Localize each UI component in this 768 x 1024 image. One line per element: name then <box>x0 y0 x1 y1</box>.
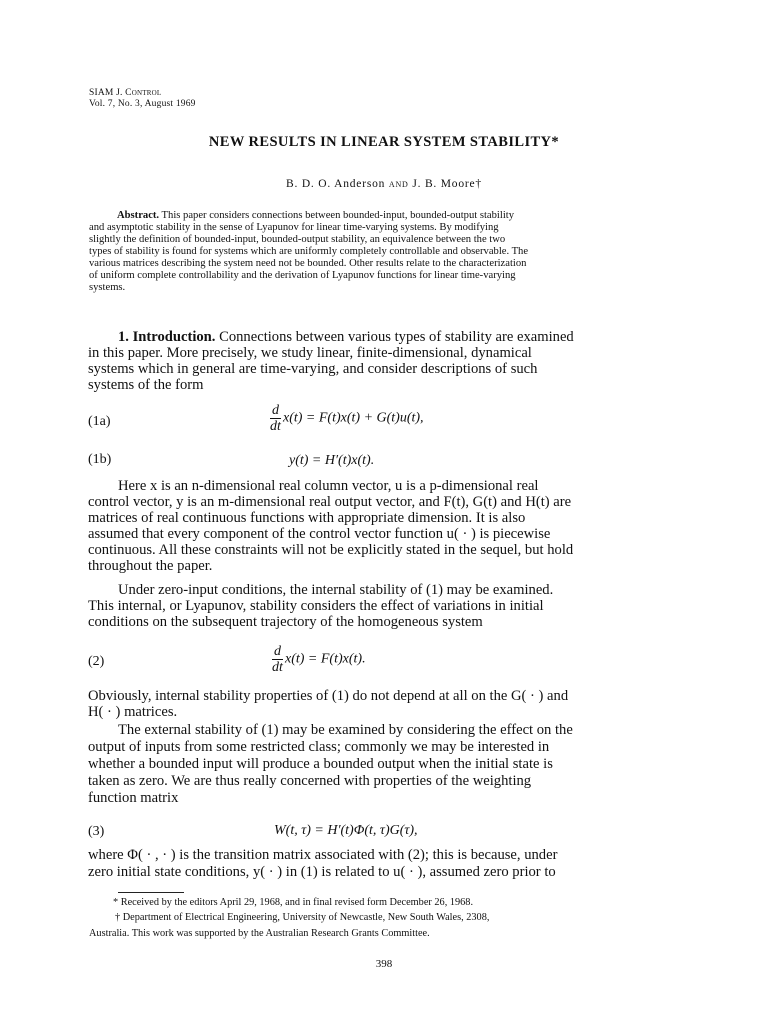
equation-1a-label: (1a) <box>88 414 111 429</box>
footnote-affiliation: † Department of Electrical Engineering, University of Newcastle, New South Wales, 2308, <box>115 912 490 923</box>
para5-line-4: taken as zero. We are thus really concerned with properties of the weighting <box>88 773 532 789</box>
fraction-numerator: d <box>272 403 279 418</box>
equation-1b: y(t) = H′(t)x(t). <box>289 453 375 468</box>
authors-conjunction: and <box>388 178 409 190</box>
para3-line-1: Under zero-input conditions, the internal stability of (1) may be examined. <box>118 582 554 598</box>
abstract-label: Abstract. <box>117 210 160 221</box>
para5-line-2: output of inputs from some restricted class; commonly we may be interested in <box>88 739 550 755</box>
abstract-line-3: slightly the definition of bounded-input, bounded-output stability, an equivalence between the two <box>89 234 506 245</box>
author-2: J. B. Moore† <box>412 178 482 190</box>
intro-line-1 <box>118 330 574 346</box>
footnote-received: * Received by the editors April 29, 1968, and in final revised form December 26, 1968. <box>113 897 474 908</box>
para5-line-3: whether a bounded input will produce a bounded output when the initial state is <box>88 756 553 772</box>
intro-line-3: systems which in general are time-varying, and consider descriptions of such <box>88 361 538 377</box>
equation-1a-rhs: x(t) = F(t)x(t) + G(t)u(t), <box>283 410 424 426</box>
para5-line-5: function matrix <box>88 790 179 806</box>
footnote-support: Australia. This work was supported by the Australian Research Grants Committee. <box>89 928 430 939</box>
paper-authors <box>0 178 768 190</box>
journal-volume: Vol. 7, No. 3, August 1969 <box>89 99 196 109</box>
footnote-rule <box>118 892 184 893</box>
para2-line-3: matrices of real continuous functions with appropriate dimension. It is also <box>88 510 526 526</box>
equation-2-label: (2) <box>88 654 105 669</box>
fraction-denominator: dt <box>270 419 281 434</box>
para2-line-6: throughout the paper. <box>88 558 213 574</box>
author-1: B. D. O. Anderson <box>286 178 386 190</box>
derivative-fraction <box>270 403 281 434</box>
paper-title: NEW RESULTS IN LINEAR SYSTEM STABILITY* <box>208 134 560 150</box>
para6-line-2: zero initial state conditions, y( · ) in (1) is related to u( · ), assumed zero prior to <box>88 864 556 880</box>
abstract-line-2: and asymptotic stability in the sense of Lyapunov for linear time-varying systems. By modifying <box>89 222 499 233</box>
equation-3: W(t, τ) = H′(t)Φ(t, τ)G(τ), <box>274 823 418 838</box>
journal-name: SIAM J. Control <box>89 88 162 98</box>
para5-line-1: The external stability of (1) may be examined by considering the effect on the <box>118 722 573 738</box>
abstract-line-6: of uniform complete controllability and the derivation of Lyapunov functions for linear time-varying <box>89 270 516 281</box>
fraction-denominator-2: dt <box>272 660 283 675</box>
para4-line-2: H( · ) matrices. <box>88 704 178 720</box>
para2-line-1: Here x is an n-dimensional real column vector, u is a p-dimensional real <box>118 478 539 494</box>
abstract-line-4: types of stability is found for systems which are uniformly completely controllable and observable. The <box>89 246 529 257</box>
para3-line-2: This internal, or Lyapunov, stability considers the effect of variations in initial <box>88 598 544 614</box>
page-number: 398 <box>375 958 393 970</box>
equation-1a <box>270 403 424 434</box>
equation-1b-label: (1b) <box>88 452 112 467</box>
intro-line-2: in this paper. More precisely, we study linear, finite-dimensional, dynamical <box>88 345 532 361</box>
intro-text-1: Connections between various types of stability are examined <box>219 329 574 345</box>
para2-line-4: assumed that every component of the control vector function u( · ) is piecewise <box>88 526 551 542</box>
para6-line-1: where Φ( · , · ) is the transition matrix associated with (2); this is because, under <box>88 847 558 863</box>
equation-2-rhs: x(t) = F(t)x(t). <box>285 651 366 667</box>
section-heading: 1. Introduction. <box>118 329 216 345</box>
equation-2 <box>272 644 366 675</box>
para2-line-5: continuous. All these constraints will not be explicitly stated in the sequel, but hold <box>88 542 574 558</box>
intro-line-4: systems of the form <box>88 377 204 393</box>
abstract-line-5: various matrices describing the system need not be bounded. Other results relate to the characterization <box>89 258 527 269</box>
equation-3-label: (3) <box>88 824 105 839</box>
fraction-numerator-2: d <box>274 644 281 659</box>
para2-line-2: control vector, y is an m-dimensional real output vector, and F(t), G(t) and H(t) are <box>88 494 572 510</box>
abstract-text-1: This paper considers connections between bounded-input, bounded-output stability <box>161 210 515 221</box>
derivative-fraction-2 <box>272 644 283 675</box>
para4-line-1: Obviously, internal stability properties of (1) do not depend at all on the G( · ) and <box>88 688 569 704</box>
abstract-line-7: systems. <box>89 282 126 293</box>
para3-line-3: conditions on the subsequent trajectory of the homogeneous system <box>88 614 483 630</box>
abstract-line-1 <box>117 210 655 222</box>
